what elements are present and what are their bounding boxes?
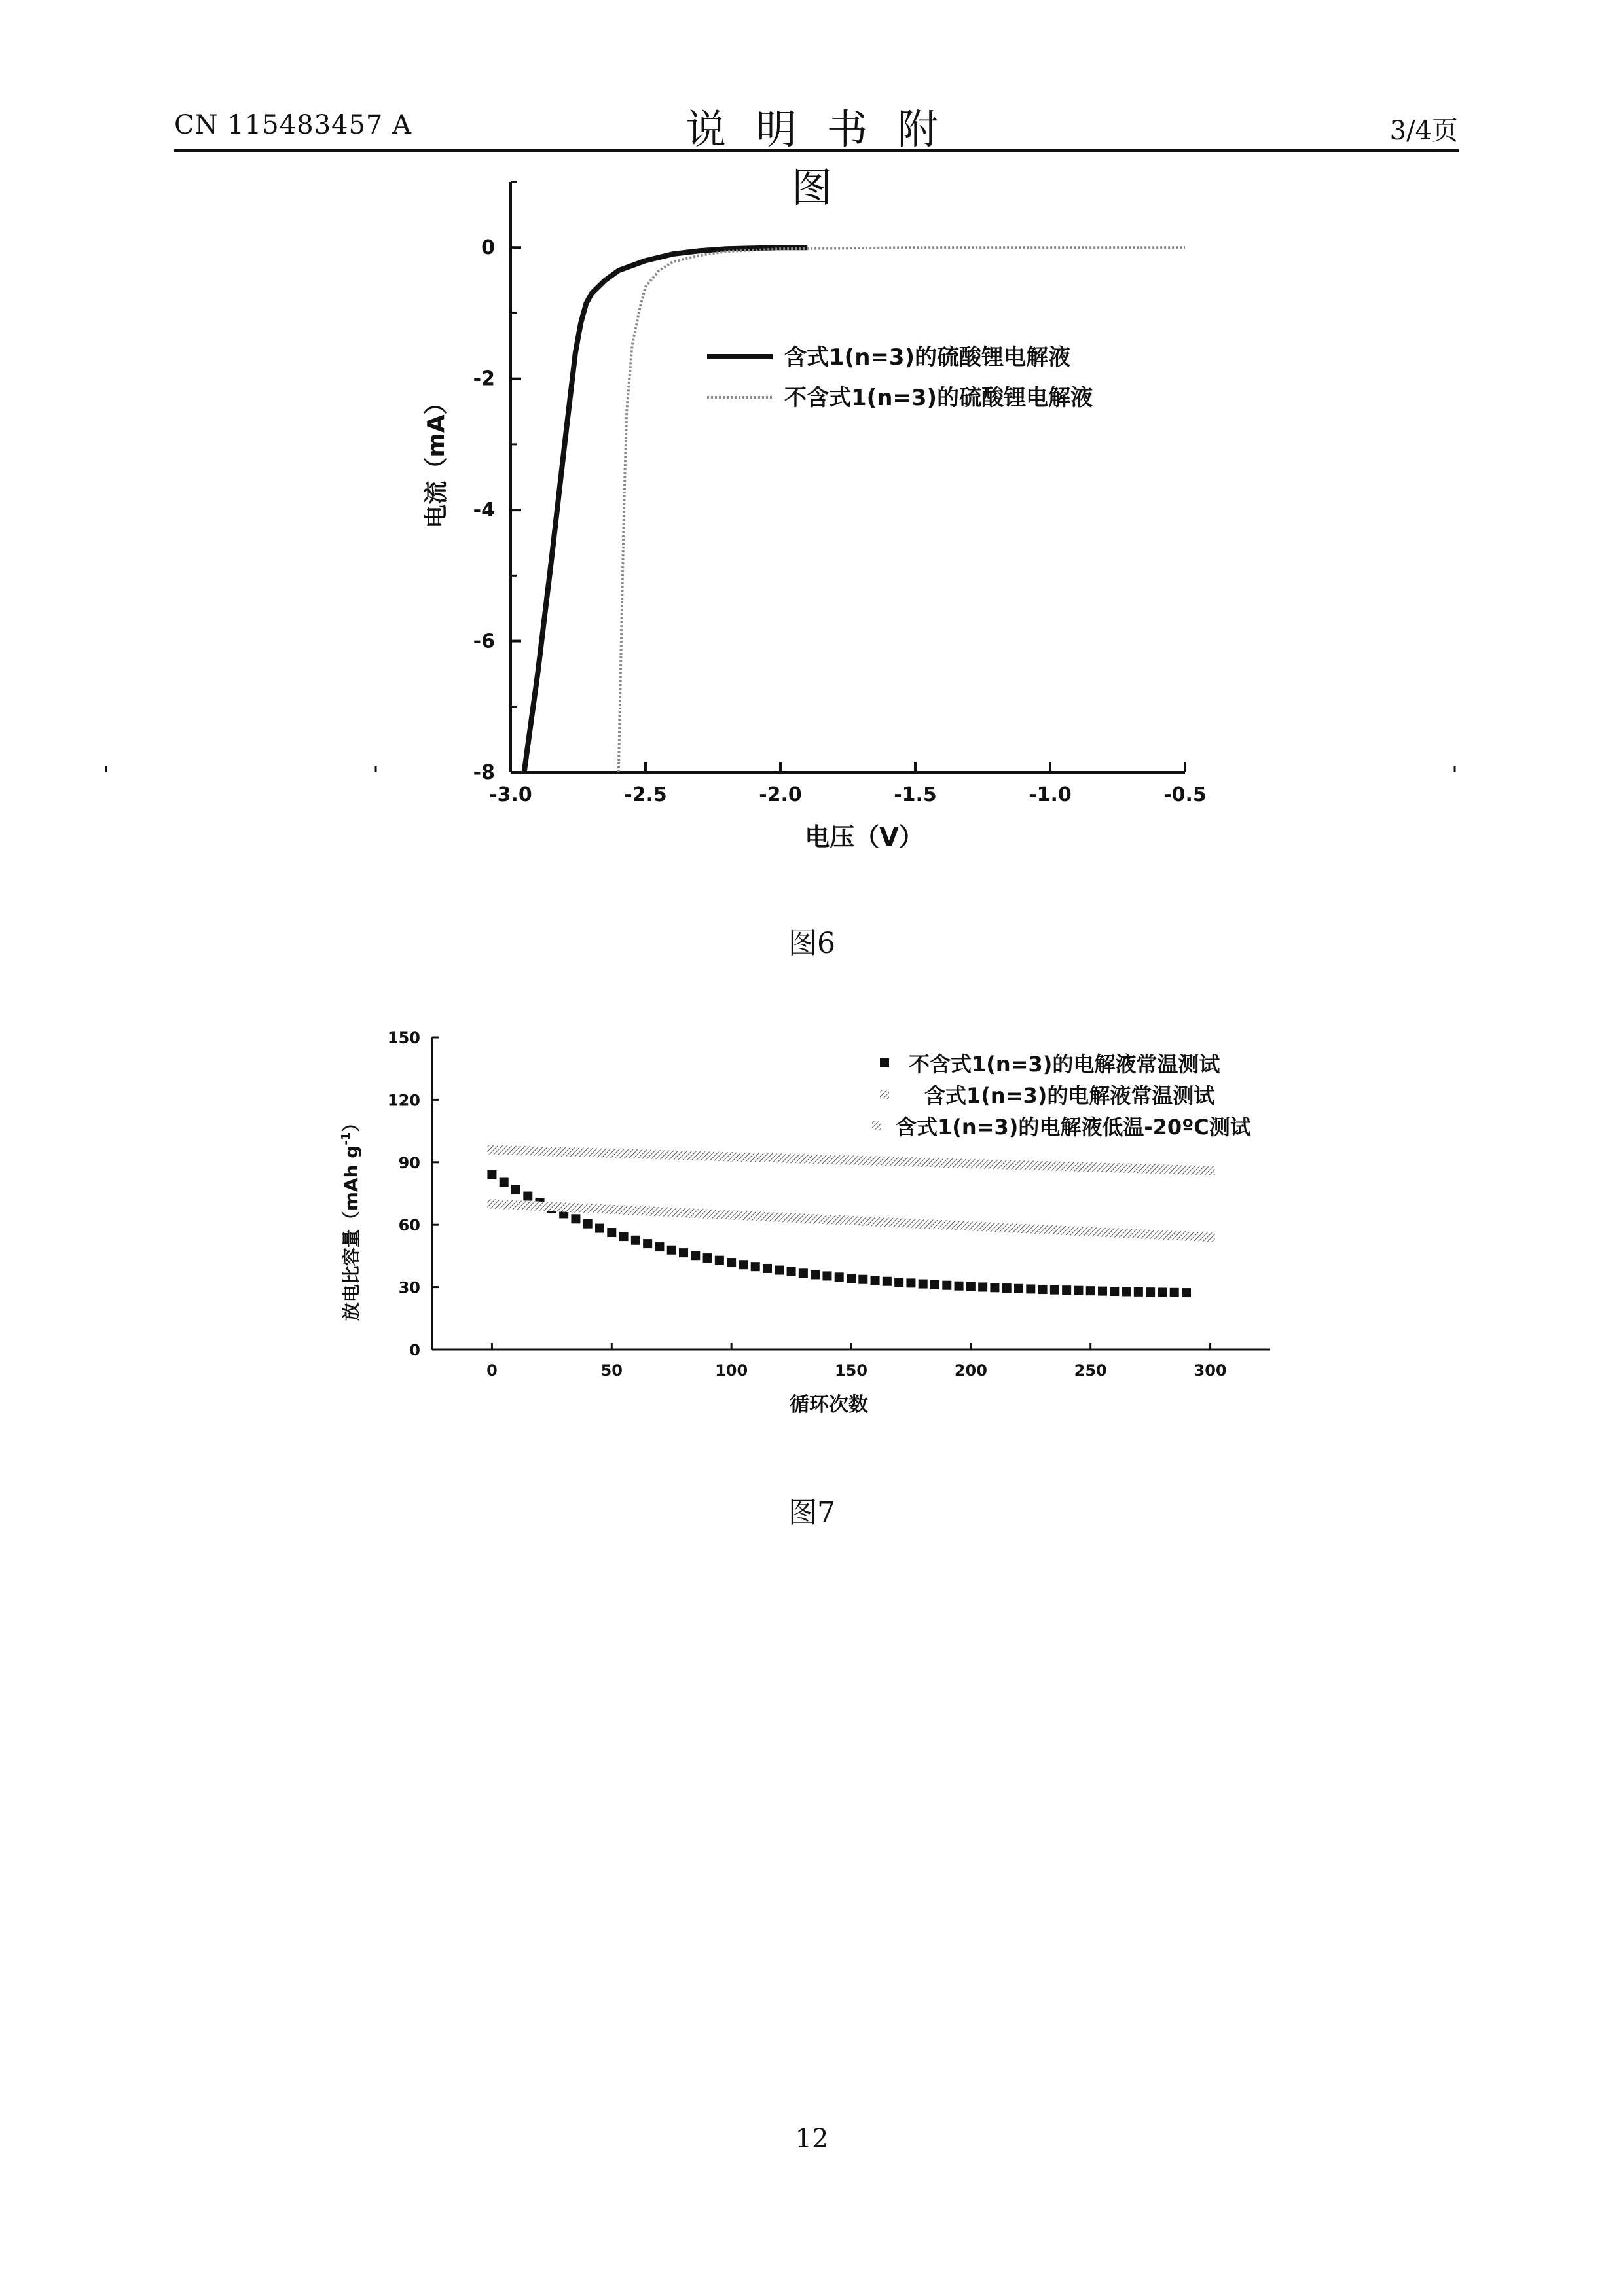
fig7-y-axis-label xyxy=(339,1114,362,1321)
fig6-x-axis-label: 电压（V） xyxy=(805,823,924,852)
fig7-y-tick-label: 0 xyxy=(409,1341,420,1359)
fig7-series-1-point xyxy=(1170,1288,1179,1297)
fig7-series-1-point xyxy=(811,1270,820,1279)
fig7-series-1-point xyxy=(1146,1287,1155,1297)
fig7-series-1-point xyxy=(571,1214,580,1223)
fig7-series-1-point xyxy=(858,1275,867,1284)
fig7-x-tick-label: 250 xyxy=(1074,1361,1107,1380)
fig6-x-tick-label: -3.0 xyxy=(489,783,532,806)
fig7-y-tick-label: 120 xyxy=(387,1091,420,1110)
fig7-series-1-point xyxy=(775,1266,784,1275)
page-number: 12 xyxy=(795,2124,829,2154)
fig7-y-tick-label: 30 xyxy=(398,1278,420,1297)
fig6-legend-label-1: 含式1(n=3)的硫酸锂电解液 xyxy=(784,344,1071,370)
fig7-y-axis-label-sup: -1 xyxy=(339,1132,353,1145)
fig7-series-1-point xyxy=(906,1278,915,1287)
fig7-series-1-point xyxy=(1014,1284,1023,1293)
fig6-x-tick-label: -1.0 xyxy=(1029,783,1072,806)
fig7-series-1-point xyxy=(667,1246,676,1255)
fig7-y-axis-label-main: 放电比容量（mAh g xyxy=(340,1145,362,1321)
fig7-y-axis-label-end: ） xyxy=(340,1113,362,1132)
fig7-series-1-point xyxy=(703,1253,712,1263)
fig7-series-1-point xyxy=(487,1170,496,1179)
fig7-series-1-point xyxy=(751,1262,760,1271)
fig7-legend-label-3: 含式1(n=3)的电解液低温-20ºC测试 xyxy=(896,1115,1251,1139)
fig7-series-1-point xyxy=(1134,1287,1143,1297)
fig7-series-1-point xyxy=(1074,1286,1083,1295)
fig6-y-tick-label: -6 xyxy=(473,630,495,653)
fig6-legend-label-2: 不含式1(n=3)的硫酸锂电解液 xyxy=(784,385,1093,411)
fig7-x-tick-label: 50 xyxy=(600,1361,623,1380)
fig7-series-1-point xyxy=(919,1280,928,1289)
fig7-x-tick-label: 300 xyxy=(1194,1361,1227,1380)
fig7-series-1-point xyxy=(1026,1284,1035,1293)
fig7-series-1-point xyxy=(1038,1285,1048,1294)
fig6-x-tick-label: -1.5 xyxy=(894,783,937,806)
fig7-series-1-point xyxy=(655,1242,664,1251)
fig7-x-tick-label: 150 xyxy=(834,1361,868,1380)
fig6-x-tick-label: -0.5 xyxy=(1163,783,1207,806)
fig7-series-1-point xyxy=(595,1224,604,1233)
fig7-series-1-point xyxy=(1062,1285,1071,1295)
fig7-series-1-point xyxy=(1110,1287,1119,1296)
fig7-series-1-point xyxy=(1086,1286,1095,1295)
fig6-y-tick-label: -8 xyxy=(473,761,495,784)
fig7-series-1-point xyxy=(643,1239,652,1248)
fig7-series-3-point xyxy=(1206,1166,1215,1175)
fig7-series-1-point xyxy=(835,1272,844,1282)
fig6-y-tick-label: -2 xyxy=(473,367,495,391)
fig7-series-1-point xyxy=(727,1258,736,1267)
page-of: 3/4页 xyxy=(1389,116,1458,146)
fig7-series-1-point xyxy=(978,1282,987,1291)
page-title: 说明书附图 xyxy=(685,105,968,211)
fig7-y-tick-label: 60 xyxy=(398,1216,420,1235)
fig7-series-1-point xyxy=(966,1282,976,1291)
fig7-series-1-point xyxy=(739,1260,748,1269)
fig7-legend-swatch-1 xyxy=(880,1058,889,1067)
fig7-series-1-point xyxy=(871,1276,880,1285)
fig7-x-tick-label: 200 xyxy=(954,1361,987,1380)
fig7-legend-label-1: 不含式1(n=3)的电解液常温测试 xyxy=(909,1052,1220,1077)
fig7-series-1-point xyxy=(1122,1287,1131,1296)
fig6-y-tick-label: 0 xyxy=(481,236,495,260)
fig7-series-1-point xyxy=(679,1248,688,1257)
fig7-x-tick-label: 100 xyxy=(715,1361,748,1380)
fig7-series-1-point xyxy=(1182,1288,1191,1297)
fig6-x-tick-label: -2.0 xyxy=(759,783,802,806)
fig7-series-1-point xyxy=(631,1236,640,1245)
fig7-legend-label-2: 含式1(n=3)的电解液常温测试 xyxy=(924,1083,1215,1108)
fig7-series-1-point xyxy=(1098,1287,1107,1296)
fig7-series-1-point xyxy=(787,1267,796,1276)
fig7-series-1-point xyxy=(955,1282,964,1291)
fig7-series-1-point xyxy=(715,1256,724,1265)
fig7-x-axis-label: 循环次数 xyxy=(790,1393,868,1416)
fig7-series-1-point xyxy=(511,1185,520,1194)
fig7-series-1-point xyxy=(619,1232,629,1241)
fig7-series-1-point xyxy=(1158,1287,1167,1297)
fig7-series-1-point xyxy=(523,1192,532,1201)
fig7-series-1-point xyxy=(763,1264,772,1273)
fig7-series-2-point xyxy=(1206,1232,1215,1242)
fig7-series-1-point xyxy=(583,1219,593,1229)
fig7-legend-swatch-3 xyxy=(872,1121,881,1130)
patent-number: CN 115483457 A xyxy=(174,110,412,140)
fig7-y-tick-label: 90 xyxy=(398,1153,420,1172)
fig7-legend-swatch-2 xyxy=(880,1090,889,1099)
fig7-series-1-point xyxy=(883,1277,892,1286)
fig7-series-1-point xyxy=(607,1228,616,1237)
fig6-y-tick-label: -4 xyxy=(473,499,495,522)
fig7-series-1-point xyxy=(1002,1283,1012,1293)
figure-6-caption: 图6 xyxy=(788,927,835,960)
fig7-series-1-point xyxy=(930,1280,939,1289)
figure-7-caption: 图7 xyxy=(788,1496,835,1530)
fig6-y-axis-label: 电流（mA） xyxy=(423,391,450,528)
fig7-series-1-point xyxy=(822,1271,831,1280)
fig7-x-tick-label: 0 xyxy=(486,1361,498,1380)
fig6-x-tick-label: -2.5 xyxy=(624,783,667,806)
fig7-series-1-point xyxy=(990,1283,999,1292)
fig7-series-1-point xyxy=(1050,1285,1059,1295)
fig7-series-1-point xyxy=(942,1281,951,1290)
fig7-series-1-point xyxy=(847,1274,856,1283)
fig7-series-1-point xyxy=(500,1177,509,1187)
fig7-y-tick-label: 150 xyxy=(387,1029,420,1047)
fig7-series-1-point xyxy=(799,1268,808,1278)
fig7-series-1-point xyxy=(691,1251,700,1260)
fig7-series-1-point xyxy=(894,1278,903,1287)
